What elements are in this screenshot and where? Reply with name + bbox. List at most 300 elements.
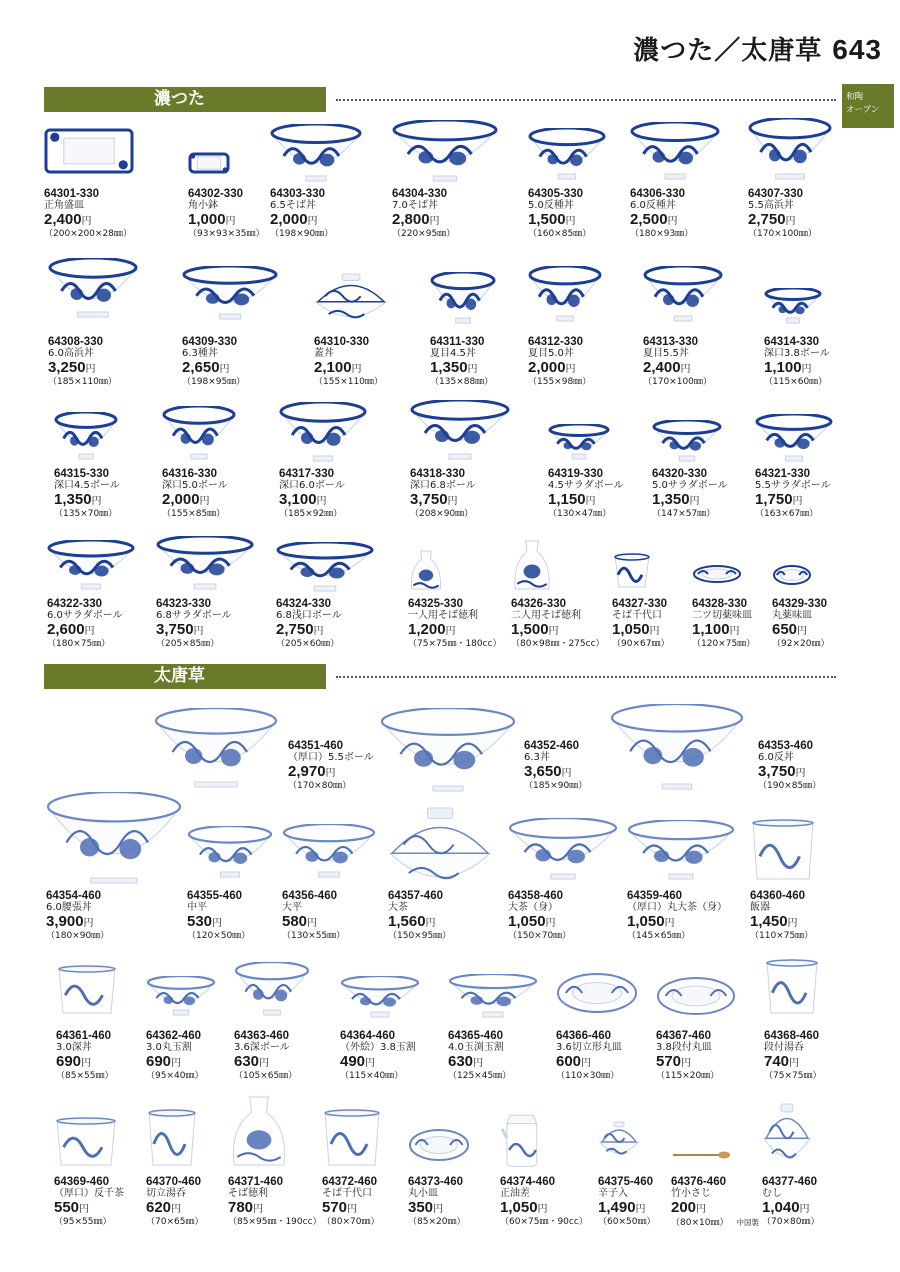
product-image-frame[interactable] xyxy=(528,266,644,322)
price-value: 3,100 xyxy=(279,491,317,508)
product-info xyxy=(508,890,624,942)
price-currency: 円 xyxy=(565,364,576,375)
product-info xyxy=(340,1030,456,1082)
product-price xyxy=(282,914,398,931)
product-code: 64351-460 xyxy=(288,740,343,752)
product-code: 64326-330 xyxy=(511,598,566,610)
product-price xyxy=(528,360,644,377)
product-name: 大茶 xyxy=(388,902,408,913)
product-image-frame[interactable] xyxy=(528,128,644,180)
product-image-frame[interactable] xyxy=(750,818,866,882)
price-value: 630 xyxy=(448,1053,474,1070)
product-code: 64353-460 xyxy=(758,740,813,752)
product-image-frame[interactable] xyxy=(156,536,272,590)
product-size xyxy=(408,639,524,650)
product-code: 64306-330 xyxy=(630,188,685,200)
product-image xyxy=(340,976,420,1018)
product-image-frame[interactable] xyxy=(388,806,504,892)
price-value: 530 xyxy=(187,913,213,930)
product-image-frame[interactable] xyxy=(755,414,871,462)
product-image-frame[interactable] xyxy=(643,266,759,322)
product-info xyxy=(44,188,160,240)
product-price xyxy=(643,360,759,377)
product-image xyxy=(234,962,310,1016)
price-value: 3,650 xyxy=(524,763,562,780)
product-image-frame[interactable] xyxy=(610,704,726,790)
product-code: 64363-460 xyxy=(234,1030,289,1042)
product-image xyxy=(188,152,230,174)
product-name: 4.0玉渕玉割 xyxy=(448,1042,504,1053)
product-image-frame[interactable] xyxy=(656,976,772,1016)
product-image-frame[interactable] xyxy=(410,400,526,460)
product-info xyxy=(528,336,644,388)
product-image-frame[interactable] xyxy=(234,962,350,1016)
product-name: 深口4.5ボール xyxy=(54,480,120,491)
product-price xyxy=(279,492,395,509)
product-image xyxy=(187,826,273,878)
price-value: 550 xyxy=(54,1199,80,1216)
product-name: （厚口）反千茶 xyxy=(54,1188,124,1199)
product-code: 64359-460 xyxy=(627,890,682,902)
product-image xyxy=(408,1128,470,1162)
product-name: 深口3.8ボール xyxy=(764,348,830,359)
product-price xyxy=(44,212,160,229)
price-currency: 円 xyxy=(253,1204,264,1215)
product-price xyxy=(340,1054,456,1071)
product-price xyxy=(448,1054,564,1071)
price-currency: 円 xyxy=(548,626,559,637)
product-image-frame[interactable] xyxy=(556,972,672,1014)
product-image xyxy=(511,538,553,592)
product-size xyxy=(388,931,504,942)
product-name: 蓋丼 xyxy=(314,348,334,359)
section-divider xyxy=(336,676,836,678)
product-name: （厚口）5.5ボール xyxy=(288,752,374,763)
product-size xyxy=(234,1071,350,1082)
product-image xyxy=(652,420,722,462)
product-name: 3.6切立形丸皿 xyxy=(556,1042,622,1053)
size-value: （205×60㎜） xyxy=(276,639,340,649)
product-size xyxy=(750,931,866,942)
price-value: 3,750 xyxy=(410,491,448,508)
size-value: （75×75㎜） xyxy=(764,1071,822,1081)
product-size xyxy=(47,639,163,650)
size-value: （130×55㎜） xyxy=(282,931,346,941)
product-image-frame[interactable] xyxy=(314,272,430,326)
product-image-frame[interactable] xyxy=(380,708,496,792)
product-code: 64368-460 xyxy=(764,1030,819,1042)
product-size xyxy=(314,377,430,388)
price-currency: 円 xyxy=(585,496,596,507)
product-size xyxy=(392,229,508,240)
product-image-frame[interactable] xyxy=(772,564,888,586)
product-image xyxy=(56,964,118,1016)
product-image-frame[interactable] xyxy=(392,120,508,182)
product-code: 64315-330 xyxy=(54,468,109,480)
size-value: （170×80㎜） xyxy=(288,781,352,791)
product-code: 64321-330 xyxy=(755,468,810,480)
product-image-frame[interactable] xyxy=(182,266,298,320)
product-image xyxy=(656,976,736,1016)
product-name: 6.8サラダボール xyxy=(156,610,232,621)
product-name: 一人用そば徳利 xyxy=(408,610,478,621)
price-value: 2,400 xyxy=(643,359,681,376)
product-name: 4.5サラダボール xyxy=(548,480,624,491)
product-info xyxy=(762,1176,878,1228)
product-info xyxy=(556,1030,672,1082)
size-value: （80×98㎜・275cc） xyxy=(511,639,605,649)
product-image-frame[interactable] xyxy=(47,540,163,590)
product-name: 6.5そば丼 xyxy=(270,200,316,211)
product-price xyxy=(162,492,278,509)
product-info xyxy=(314,336,430,388)
price-currency: 円 xyxy=(799,1204,810,1215)
price-currency: 円 xyxy=(545,918,556,929)
product-code: 64325-330 xyxy=(408,598,463,610)
product-image xyxy=(182,266,278,320)
size-value: （115×60㎜） xyxy=(764,377,828,387)
product-name: 6.0腰張丼 xyxy=(46,902,92,913)
product-name: 6.0サラダボール xyxy=(47,610,123,621)
price-currency: 円 xyxy=(313,626,324,637)
product-name: 大平 xyxy=(282,902,302,913)
price-currency: 円 xyxy=(433,1204,444,1215)
product-price xyxy=(755,492,871,509)
product-size xyxy=(627,931,743,942)
product-name: 5.5高浜丼 xyxy=(748,200,794,211)
price-currency: 円 xyxy=(193,626,204,637)
product-image xyxy=(772,564,812,586)
product-price xyxy=(528,212,644,229)
product-info xyxy=(630,188,746,240)
product-name: そば千代口 xyxy=(322,1188,372,1199)
product-name: 深口6.8ボール xyxy=(410,480,476,491)
product-price xyxy=(652,492,768,509)
size-value: （170×100㎜） xyxy=(643,377,712,387)
category-tab-line2: オープン xyxy=(846,105,880,115)
product-image-frame[interactable] xyxy=(630,122,746,180)
product-code: 64308-330 xyxy=(48,336,103,348)
price-value: 2,650 xyxy=(182,359,220,376)
price-currency: 円 xyxy=(797,626,808,637)
price-value: 1,050 xyxy=(612,621,650,638)
product-image xyxy=(764,958,820,1016)
product-image-frame[interactable] xyxy=(408,548,524,592)
product-info xyxy=(643,336,759,388)
product-name: 6.3種丼 xyxy=(182,348,218,359)
product-image xyxy=(508,818,618,880)
product-image xyxy=(528,128,606,180)
product-price xyxy=(656,1054,772,1071)
size-value: （160×85㎜） xyxy=(528,229,592,239)
product-code: 64369-460 xyxy=(54,1176,109,1188)
product-image xyxy=(556,972,638,1014)
product-code: 64313-330 xyxy=(643,336,698,348)
size-value: （80×70㎜） xyxy=(322,1217,380,1227)
product-name: 3.0深丼 xyxy=(56,1042,92,1053)
product-info xyxy=(764,336,880,388)
product-name: 中平 xyxy=(187,902,207,913)
price-value: 690 xyxy=(56,1053,82,1070)
product-image-frame[interactable] xyxy=(340,976,456,1018)
product-image xyxy=(762,1102,812,1168)
price-value: 1,500 xyxy=(528,211,566,228)
price-currency: 円 xyxy=(467,364,478,375)
size-value: （135×88㎜） xyxy=(430,377,494,387)
product-price xyxy=(758,764,874,781)
product-image-frame[interactable] xyxy=(748,118,864,180)
product-price xyxy=(508,914,624,931)
product-info xyxy=(276,598,392,650)
product-image-frame[interactable] xyxy=(44,128,160,174)
product-image xyxy=(146,1108,198,1168)
product-image xyxy=(46,792,182,884)
product-price xyxy=(314,360,430,377)
price-value: 630 xyxy=(234,1053,260,1070)
price-currency: 円 xyxy=(696,1204,707,1215)
product-image xyxy=(692,564,742,584)
product-image xyxy=(410,400,510,460)
product-image-frame[interactable] xyxy=(627,820,743,880)
price-value: 1,500 xyxy=(511,621,549,638)
price-value: 1,050 xyxy=(500,1199,538,1216)
product-image-frame[interactable] xyxy=(276,542,392,592)
product-image xyxy=(612,552,652,590)
product-size xyxy=(764,1071,880,1082)
product-name: 3.0丸玉割 xyxy=(146,1042,192,1053)
size-value: （130×47㎜） xyxy=(548,509,612,519)
product-name: 飯器 xyxy=(750,902,770,913)
product-code: 64328-330 xyxy=(692,598,747,610)
price-currency: 円 xyxy=(787,918,798,929)
product-size xyxy=(162,509,278,520)
product-code: 64324-330 xyxy=(276,598,331,610)
price-value: 2,100 xyxy=(314,359,352,376)
product-code: 64374-460 xyxy=(500,1176,555,1188)
price-currency: 円 xyxy=(689,496,700,507)
product-info xyxy=(755,468,871,520)
size-value: （60×50㎜） xyxy=(598,1217,656,1227)
price-value: 1,350 xyxy=(430,359,468,376)
product-price xyxy=(234,1054,350,1071)
product-size xyxy=(511,639,627,650)
product-info xyxy=(528,188,644,240)
product-price xyxy=(630,212,746,229)
price-currency: 円 xyxy=(81,1058,92,1069)
price-currency: 円 xyxy=(729,626,740,637)
product-image-frame[interactable] xyxy=(508,818,624,880)
product-name: （外絵）3.8玉割 xyxy=(340,1042,416,1053)
price-currency: 円 xyxy=(581,1058,592,1069)
product-code: 64305-330 xyxy=(528,188,583,200)
product-image xyxy=(500,1108,546,1168)
product-image xyxy=(755,414,833,462)
product-name: 丸薬味皿 xyxy=(772,610,812,621)
product-image xyxy=(528,266,602,322)
price-currency: 円 xyxy=(351,364,362,375)
product-image xyxy=(610,704,744,790)
product-info xyxy=(750,890,866,942)
product-image xyxy=(322,1108,382,1168)
price-value: 1,100 xyxy=(692,621,730,638)
product-info xyxy=(234,1030,350,1082)
size-value: （185×92㎜） xyxy=(279,509,343,519)
size-value: （200×200×28㎜） xyxy=(44,229,132,239)
product-image-frame[interactable] xyxy=(270,124,386,182)
size-value: （208×90㎜） xyxy=(410,509,474,519)
price-currency: 円 xyxy=(429,216,440,227)
product-code: 64303-330 xyxy=(270,188,325,200)
price-value: 1,000 xyxy=(188,211,226,228)
price-value: 600 xyxy=(556,1053,582,1070)
product-name: そば徳利 xyxy=(228,1188,268,1199)
product-image-frame[interactable] xyxy=(764,958,880,1016)
size-value: （135×70㎜） xyxy=(54,509,118,519)
product-code: 64375-460 xyxy=(598,1176,653,1188)
product-image-frame[interactable] xyxy=(548,424,664,460)
price-currency: 円 xyxy=(199,496,210,507)
size-value: （60×75㎜・90cc） xyxy=(500,1217,588,1227)
product-size xyxy=(656,1071,772,1082)
price-currency: 円 xyxy=(473,1058,484,1069)
product-info xyxy=(772,598,888,650)
product-image-frame[interactable] xyxy=(762,1102,878,1168)
size-value: （110×30㎜） xyxy=(556,1071,620,1081)
product-price xyxy=(54,492,170,509)
product-image xyxy=(643,266,723,322)
price-value: 1,490 xyxy=(598,1199,636,1216)
product-code: 64316-330 xyxy=(162,468,217,480)
product-size xyxy=(528,229,644,240)
product-price xyxy=(47,622,163,639)
product-name: 二人用そば徳利 xyxy=(511,610,581,621)
product-image xyxy=(54,412,118,460)
product-image-frame[interactable] xyxy=(48,258,164,318)
size-value: （180×90㎜） xyxy=(46,931,110,941)
product-price xyxy=(276,622,392,639)
product-info xyxy=(156,598,272,650)
price-currency: 円 xyxy=(801,364,812,375)
size-value: （198×90㎜） xyxy=(270,229,334,239)
size-value: （198×95㎜） xyxy=(182,377,246,387)
product-size xyxy=(630,229,746,240)
product-name: 5.5サラダボール xyxy=(755,480,831,491)
product-image-frame[interactable] xyxy=(511,538,627,592)
product-code: 64310-330 xyxy=(314,336,369,348)
product-image xyxy=(598,1120,640,1160)
size-value: （185×110㎜） xyxy=(48,377,117,387)
price-value: 2,750 xyxy=(276,621,314,638)
product-image-frame[interactable] xyxy=(764,288,880,324)
product-name: 夏目5.0丼 xyxy=(528,348,574,359)
price-currency: 円 xyxy=(635,1204,646,1215)
product-size xyxy=(48,377,164,388)
price-currency: 円 xyxy=(537,1204,548,1215)
product-code: 64309-330 xyxy=(182,336,237,348)
product-image-frame[interactable] xyxy=(282,824,398,878)
product-image-frame[interactable] xyxy=(46,792,162,884)
product-image xyxy=(548,424,610,460)
product-name: 5.0反種丼 xyxy=(528,200,574,211)
product-size xyxy=(556,1071,672,1082)
product-code: 64329-330 xyxy=(772,598,827,610)
product-name: 切立湯呑 xyxy=(146,1188,186,1199)
price-value: 1,050 xyxy=(508,913,546,930)
price-currency: 円 xyxy=(347,1204,358,1215)
product-image xyxy=(48,258,138,318)
price-currency: 円 xyxy=(171,1058,182,1069)
product-image-frame[interactable] xyxy=(54,412,170,460)
product-info xyxy=(282,890,398,942)
size-value: （155×110㎜） xyxy=(314,377,383,387)
product-size xyxy=(548,509,664,520)
product-code: 64312-330 xyxy=(528,336,583,348)
product-info xyxy=(511,598,627,650)
price-value: 690 xyxy=(146,1053,172,1070)
product-info xyxy=(54,468,170,520)
price-value: 740 xyxy=(764,1053,790,1070)
product-size xyxy=(270,229,386,240)
product-image xyxy=(392,120,498,182)
product-image-frame[interactable] xyxy=(154,708,270,788)
product-size xyxy=(748,229,864,240)
price-currency: 円 xyxy=(83,918,94,929)
price-currency: 円 xyxy=(681,1058,692,1069)
product-image xyxy=(146,976,216,1016)
size-value: （125×45㎜） xyxy=(448,1071,512,1081)
product-size xyxy=(279,509,395,520)
product-code: 64358-460 xyxy=(508,890,563,902)
product-image-frame[interactable] xyxy=(162,406,278,460)
product-name: 深口5.0ボール xyxy=(162,480,228,491)
product-image xyxy=(671,1150,731,1160)
product-info xyxy=(764,1030,880,1082)
product-size xyxy=(54,509,170,520)
price-currency: 円 xyxy=(565,216,576,227)
size-value: （180×75㎜） xyxy=(47,639,111,649)
price-value: 2,000 xyxy=(270,211,308,228)
price-value: 2,000 xyxy=(528,359,566,376)
price-value: 3,750 xyxy=(758,763,796,780)
product-image xyxy=(276,542,374,592)
product-size xyxy=(758,781,874,792)
product-code: 64322-330 xyxy=(47,598,102,610)
product-image-frame[interactable] xyxy=(652,420,768,462)
product-image xyxy=(750,818,816,882)
price-value: 1,560 xyxy=(388,913,426,930)
product-info xyxy=(162,468,278,520)
product-name: （厚口）丸大茶（身） xyxy=(627,902,727,913)
size-value: （205×85㎜） xyxy=(156,639,220,649)
product-info xyxy=(627,890,743,942)
product-size xyxy=(282,931,398,942)
price-currency: 円 xyxy=(85,364,96,375)
product-image-frame[interactable] xyxy=(279,402,395,462)
product-code: 64304-330 xyxy=(392,188,447,200)
product-name: 3.8段付丸皿 xyxy=(656,1042,712,1053)
size-value: （155×98㎜） xyxy=(528,377,592,387)
product-size xyxy=(182,377,298,388)
price-value: 570 xyxy=(656,1053,682,1070)
price-value: 2,400 xyxy=(44,211,82,228)
product-info xyxy=(448,1030,564,1082)
product-size xyxy=(276,639,392,650)
product-code: 64356-460 xyxy=(282,890,337,902)
product-code: 64311-330 xyxy=(430,336,485,348)
price-value: 3,900 xyxy=(46,913,84,930)
price-value: 1,150 xyxy=(548,491,586,508)
product-image-frame[interactable] xyxy=(448,974,564,1018)
